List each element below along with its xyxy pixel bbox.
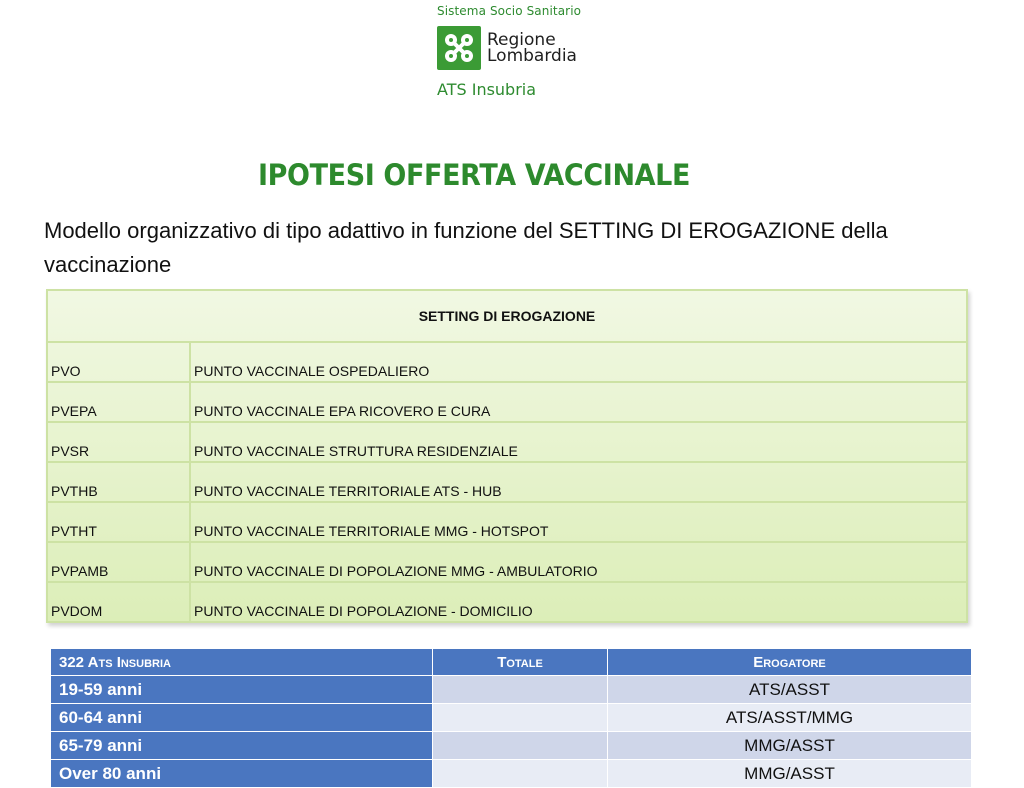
erogatore-cell: ATS/ASST xyxy=(608,676,972,704)
setting-description: PUNTO VACCINALE TERRITORIALE ATS - HUB xyxy=(190,462,967,502)
setting-description: PUNTO VACCINALE TERRITORIALE MMG - HOTSPOT xyxy=(190,502,967,542)
target-header-group: 322 Ats Insubria xyxy=(51,649,433,676)
table-row xyxy=(47,502,967,542)
setting-code: PVSR xyxy=(47,422,190,462)
totale-cell xyxy=(433,676,608,704)
setting-code: PVTHB xyxy=(47,462,190,502)
table-row xyxy=(47,342,967,382)
page-title: IPOTESI OFFERTA VACCINALE xyxy=(258,158,691,192)
table-row xyxy=(47,542,967,582)
target-header-erogatore: Erogatore xyxy=(608,649,972,676)
ats-header xyxy=(437,4,597,99)
setting-code: PVTHT xyxy=(47,502,190,542)
setting-table-header: SETTING DI EROGAZIONE xyxy=(47,290,967,342)
region-line1: Regione xyxy=(487,30,556,50)
table-row xyxy=(47,382,967,422)
setting-code: PVDOM xyxy=(47,582,190,622)
region-line2: Lombardia xyxy=(487,46,577,66)
setting-description: PUNTO VACCINALE DI POPOLAZIONE - DOMICILIO xyxy=(190,582,967,622)
setting-description: PUNTO VACCINALE EPA RICOVERO E CURA xyxy=(190,382,967,422)
system-label: Sistema Socio Sanitario xyxy=(437,4,582,18)
table-row xyxy=(51,704,972,732)
setting-description: PUNTO VACCINALE DI POPOLAZIONE MMG - AMBULATORIO xyxy=(190,542,967,582)
totale-cell xyxy=(433,732,608,760)
regione-lombardia-logo-icon xyxy=(437,26,481,70)
target-table xyxy=(50,648,972,788)
region-logo xyxy=(437,26,577,70)
erogatore-cell: MMG/ASST xyxy=(608,760,972,788)
erogatore-cell: MMG/ASST xyxy=(608,732,972,760)
setting-code: PVEPA xyxy=(47,382,190,422)
setting-code: PVO xyxy=(47,342,190,382)
age-group: 60-64 anni xyxy=(51,704,433,732)
age-group: 19-59 anni xyxy=(51,676,433,704)
table-row xyxy=(51,760,972,788)
table-row xyxy=(47,462,967,502)
region-name xyxy=(487,32,577,64)
table-row xyxy=(51,676,972,704)
setting-description: PUNTO VACCINALE STRUTTURA RESIDENZIALE xyxy=(190,422,967,462)
table-row xyxy=(51,732,972,760)
age-group: Over 80 anni xyxy=(51,760,433,788)
page-subtitle: Modello organizzativo di tipo adattivo in funzione del SETTING DI EROGAZIONE della vaccinazione xyxy=(44,218,888,277)
erogatore-cell: ATS/ASST/MMG xyxy=(608,704,972,732)
setting-table xyxy=(46,289,968,623)
totale-cell xyxy=(433,704,608,732)
target-header-totale: Totale xyxy=(433,649,608,676)
setting-code: PVPAMB xyxy=(47,542,190,582)
table-row xyxy=(47,422,967,462)
ats-name: ATS Insubria xyxy=(437,80,537,99)
totale-cell xyxy=(433,760,608,788)
table-row xyxy=(47,582,967,622)
setting-description: PUNTO VACCINALE OSPEDALIERO xyxy=(190,342,967,382)
age-group: 65-79 anni xyxy=(51,732,433,760)
